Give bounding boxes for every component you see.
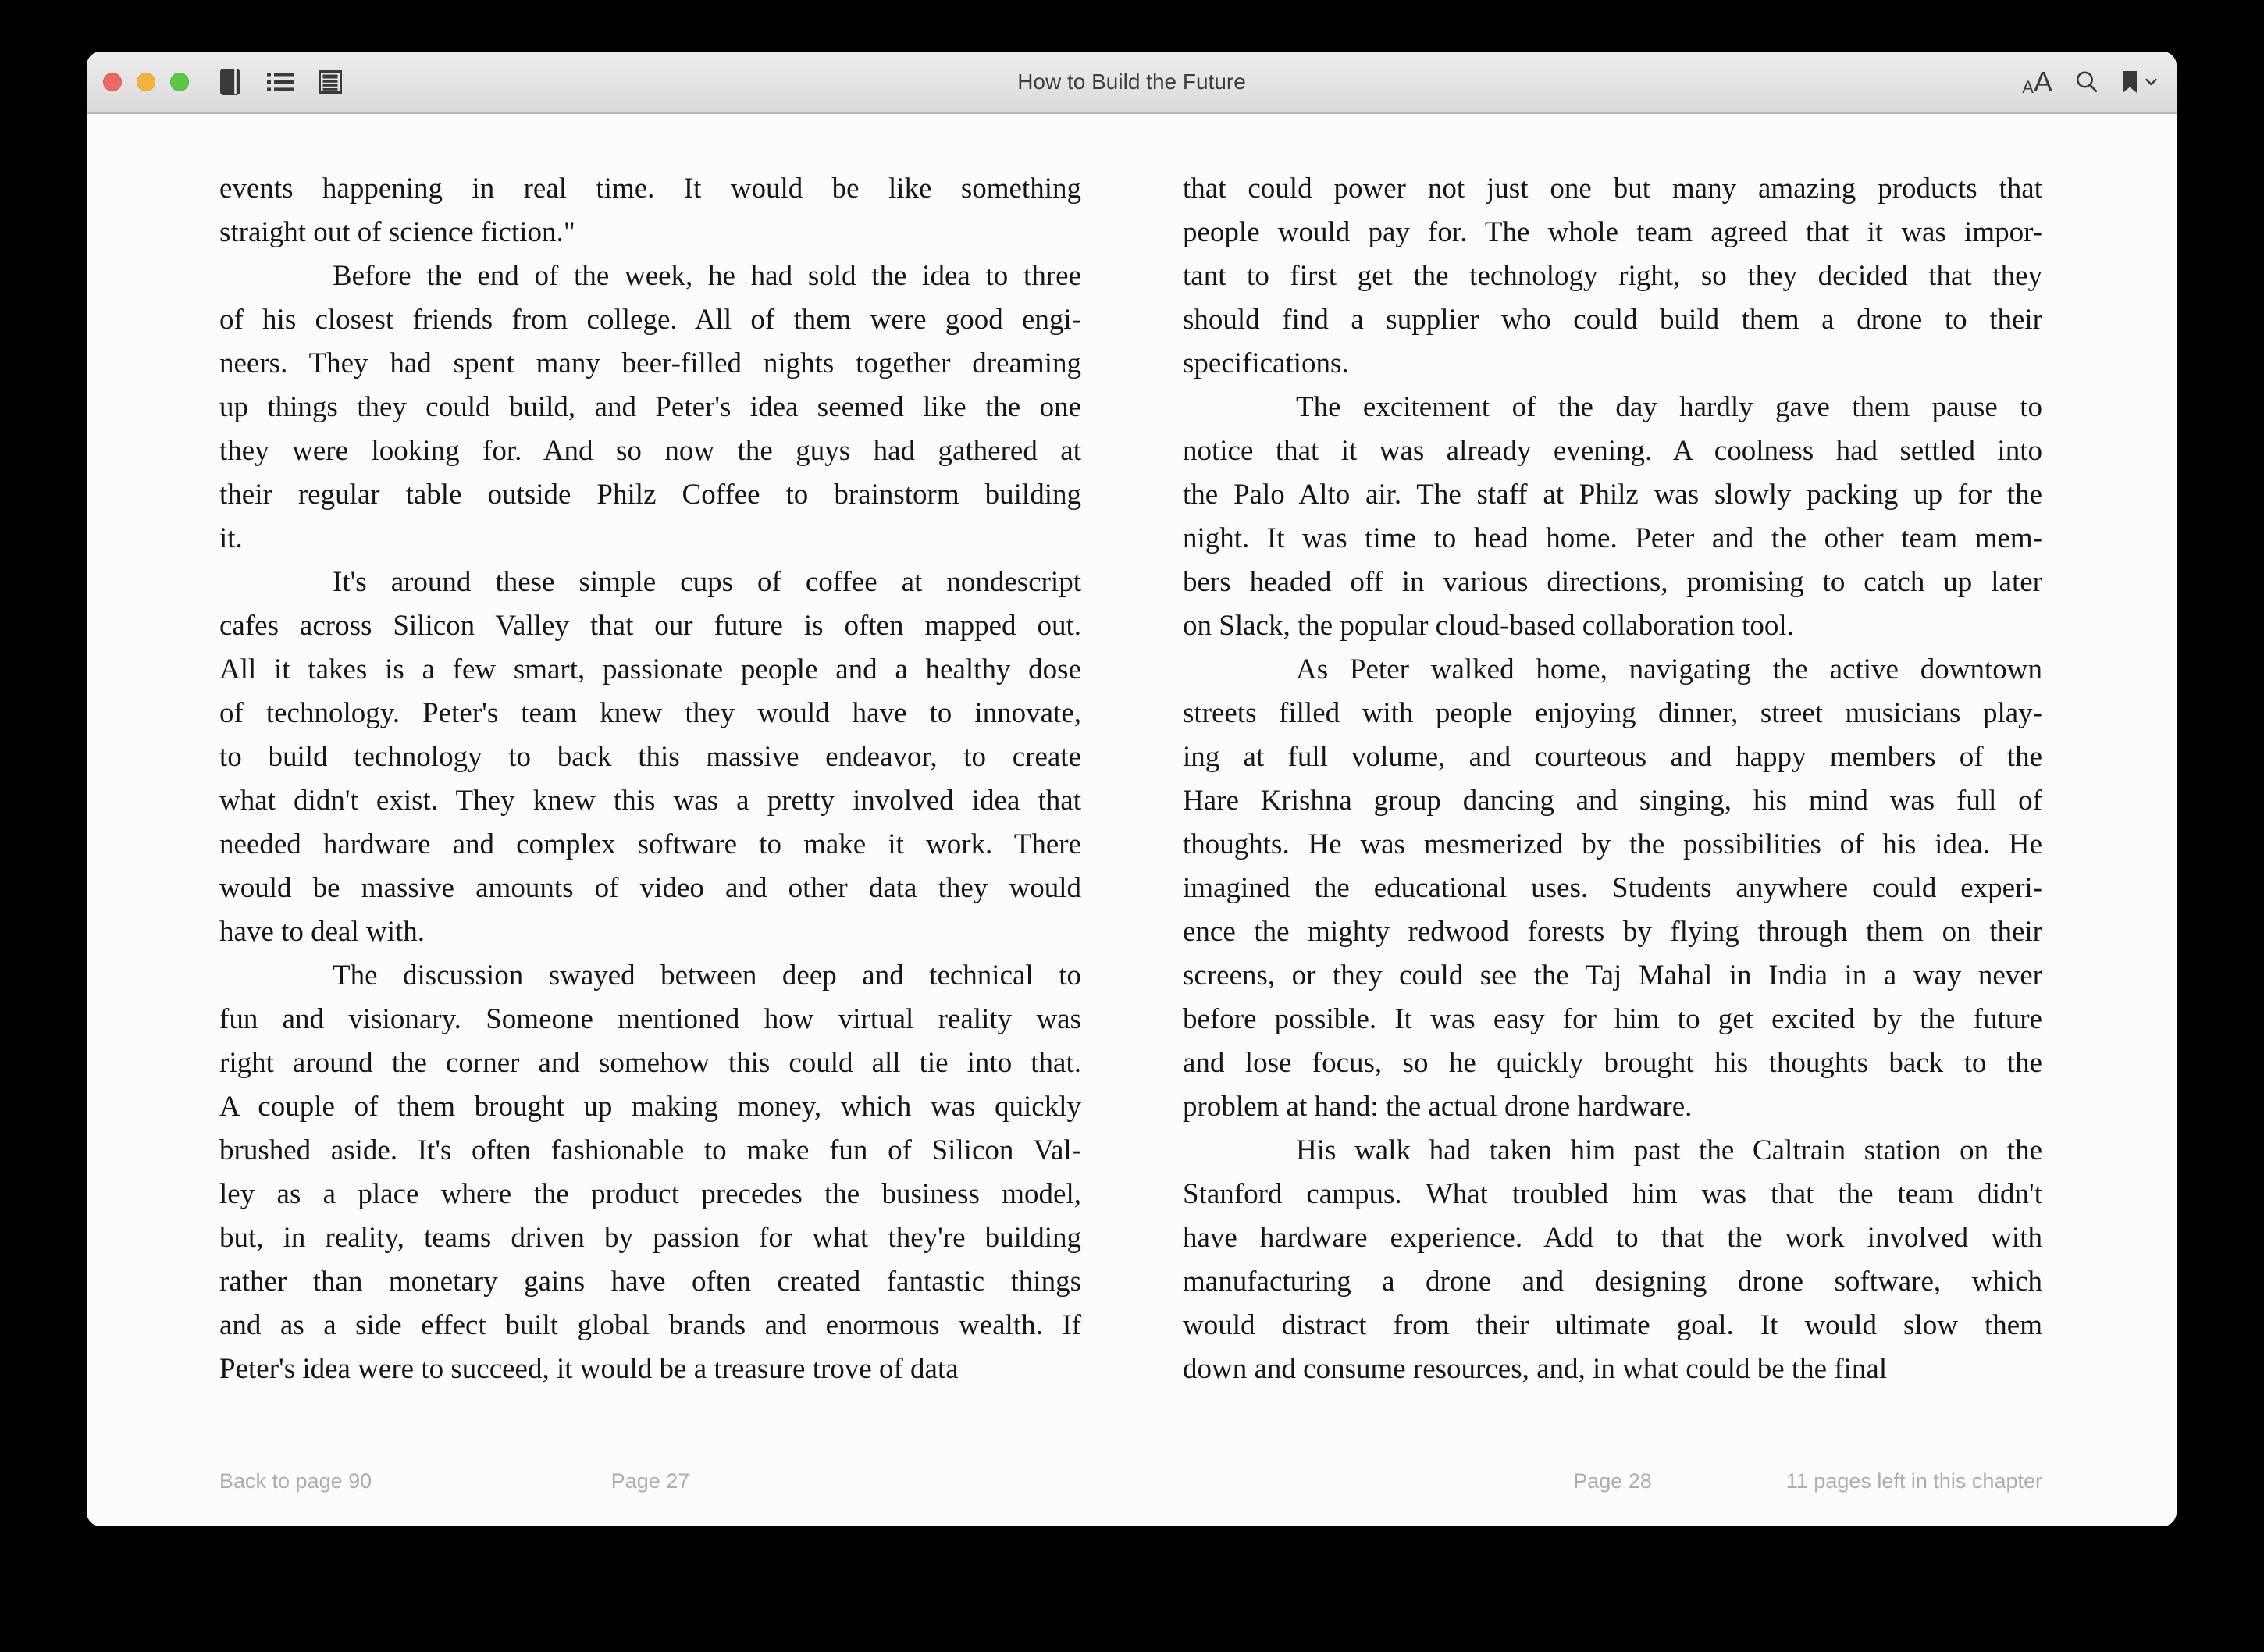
left-page bbox=[219, 114, 1081, 1526]
text-line: would be massive amounts of video and other data they would bbox=[219, 872, 1081, 904]
text-line: Stanford campus. What troubled him was that the team didn't bbox=[1183, 1178, 2042, 1210]
appearance-button[interactable] bbox=[2022, 68, 2052, 96]
library-button[interactable] bbox=[219, 68, 242, 96]
reading-area bbox=[87, 114, 2177, 1526]
text-line: The excitement of the day hardly gave them pause to bbox=[1296, 391, 2042, 423]
pages-left-status: 11 pages left in this chapter bbox=[1785, 1469, 2042, 1493]
back-to-page-link[interactable]: Back to page 90 bbox=[219, 1469, 372, 1493]
text-line: rather than monetary gains have often created fantastic things bbox=[219, 1266, 1081, 1298]
left-page-text bbox=[219, 167, 1081, 1391]
window-controls bbox=[103, 73, 189, 91]
text-line: of technology. Peter's team knew they would have to innovate, bbox=[219, 697, 1081, 729]
text-line: fun and visionary. Someone mentioned how virtual reality was bbox=[219, 1003, 1081, 1035]
text-line: streets filled with people enjoying dinner, street musicians play- bbox=[1183, 697, 2042, 729]
text-line: what didn't exist. They knew this was a pretty involved idea that bbox=[219, 785, 1081, 817]
text-line: As Peter walked home, navigating the active downtown bbox=[1296, 653, 2042, 685]
text-line: His walk had taken him past the Caltrain station on the bbox=[1296, 1134, 2042, 1166]
text-line: problem at hand: the actual drone hardware. bbox=[1183, 1091, 1693, 1123]
text-line: bers headed off in various directions, promising to catch up later bbox=[1183, 566, 2042, 598]
text-line: people would pay for. The whole team agreed that it was impor- bbox=[1183, 216, 2042, 248]
titlebar[interactable] bbox=[87, 52, 2177, 114]
text-line: and lose focus, so he quickly brought his thoughts back to the bbox=[1183, 1047, 2042, 1079]
page-icon bbox=[319, 70, 342, 94]
font-size-large-icon: A bbox=[2033, 66, 2052, 98]
notes-button[interactable] bbox=[319, 70, 342, 94]
text-line: ence the mighty redwood forests by flying through them on their bbox=[1183, 916, 2042, 948]
table-of-contents-button[interactable] bbox=[267, 72, 294, 92]
text-line: the Palo Alto air. The staff at Philz was slowly packing up for the bbox=[1183, 479, 2042, 511]
right-page-number: Page 28 bbox=[1573, 1469, 1652, 1493]
text-line: ley as a place where the product precedes the business model, bbox=[219, 1178, 1081, 1210]
text-line: screens, or they could see the Taj Mahal in India in a way never bbox=[1183, 960, 2042, 992]
text-line: Hare Krishna group dancing and singing, his mind was full of bbox=[1183, 785, 2042, 817]
minimize-button[interactable] bbox=[137, 73, 155, 91]
text-line: events happening in real time. It would be like something bbox=[219, 173, 1081, 205]
text-line: needed hardware and complex software to make it work. There bbox=[219, 828, 1081, 860]
text-line: that could power not just one but many amazing products that bbox=[1183, 173, 2042, 205]
close-button[interactable] bbox=[103, 73, 122, 91]
text-line: they were looking for. And so now the guys had gathered at bbox=[219, 435, 1081, 467]
text-line: cafes across Silicon Valley that our future is often mapped out. bbox=[219, 610, 1081, 642]
text-line: it. bbox=[219, 522, 243, 554]
text-line: neers. They had spent many beer-filled nights together dreaming bbox=[219, 347, 1081, 379]
text-line: to build technology to back this massive endeavor, to create bbox=[219, 741, 1081, 773]
bookmark-icon bbox=[2121, 71, 2138, 94]
text-line: but, in reality, teams driven by passion for what they're building bbox=[219, 1222, 1081, 1254]
book-icon bbox=[219, 68, 242, 96]
text-line: notice that it was already evening. A coolness had settled into bbox=[1183, 435, 2042, 467]
window-title: How to Build the Future bbox=[1017, 69, 1246, 94]
text-line: manufacturing a drone and designing drone software, which bbox=[1183, 1266, 2042, 1298]
text-line: A couple of them brought up making money, which was quickly bbox=[219, 1091, 1081, 1123]
text-line: Peter's idea were to succeed, it would be a treasure trove of data bbox=[219, 1353, 959, 1385]
text-line: Before the end of the week, he had sold the idea to three bbox=[333, 260, 1081, 292]
text-line: should find a supplier who could build them a drone to their bbox=[1183, 304, 2042, 336]
toolbar-left bbox=[219, 68, 342, 96]
text-line: have to deal with. bbox=[219, 916, 425, 948]
text-line: and as a side effect built global brands and enormous wealth. If bbox=[219, 1309, 1081, 1341]
text-line: The discussion swayed between deep and technical to bbox=[333, 960, 1081, 992]
text-line: their regular table outside Philz Coffee to brainstorm building bbox=[219, 479, 1081, 511]
text-line: specifications. bbox=[1183, 347, 1349, 379]
text-line: down and consume resources, and, in what could be the final bbox=[1183, 1353, 1888, 1385]
left-page-number: Page 27 bbox=[610, 1469, 690, 1493]
font-size-small-icon: A bbox=[2022, 77, 2034, 97]
text-line: up things they could build, and Peter's idea seemed like the one bbox=[219, 391, 1081, 423]
books-app-window bbox=[87, 52, 2177, 1526]
text-line: ing at full volume, and courteous and happy members of the bbox=[1183, 741, 2042, 773]
right-page bbox=[1183, 114, 2042, 1526]
text-line: have hardware experience. Add to that the work involved with bbox=[1183, 1222, 2042, 1254]
text-line: right around the corner and somehow this could all tie into that. bbox=[219, 1047, 1081, 1079]
text-line: tant to first get the technology right, so they decided that they bbox=[1183, 260, 2042, 292]
right-page-text bbox=[1183, 167, 2042, 1391]
left-page-footer bbox=[219, 1467, 1081, 1494]
text-line: thoughts. He was mesmerized by the possibilities of his idea. He bbox=[1183, 828, 2042, 860]
text-line: brushed aside. It's often fashionable to make fun of Silicon Val- bbox=[219, 1134, 1081, 1166]
search-icon bbox=[2074, 69, 2099, 94]
text-line: It's around these simple cups of coffee at nondescript bbox=[333, 566, 1081, 598]
list-icon bbox=[267, 72, 294, 92]
bookmark-button[interactable] bbox=[2121, 71, 2157, 94]
search-button[interactable] bbox=[2074, 69, 2099, 94]
right-page-footer bbox=[1183, 1467, 2042, 1494]
zoom-button[interactable] bbox=[170, 73, 189, 91]
text-line: before possible. It was easy for him to get excited by the future bbox=[1183, 1003, 2042, 1035]
text-line: of his closest friends from college. All of them were good engi- bbox=[219, 304, 1081, 336]
text-line: straight out of science fiction." bbox=[219, 216, 575, 248]
text-line: on Slack, the popular cloud-based collaboration tool. bbox=[1183, 610, 1794, 642]
text-line: night. It was time to head home. Peter and the other team mem- bbox=[1183, 522, 2042, 554]
text-line: imagined the educational uses. Students anywhere could experi- bbox=[1183, 872, 2042, 904]
text-line: All it takes is a few smart, passionate people and a healthy dose bbox=[219, 653, 1081, 685]
text-line: would distract from their ultimate goal. It would slow them bbox=[1183, 1309, 2042, 1341]
toolbar-right bbox=[2022, 52, 2157, 112]
chevron-down-icon bbox=[2145, 78, 2157, 86]
